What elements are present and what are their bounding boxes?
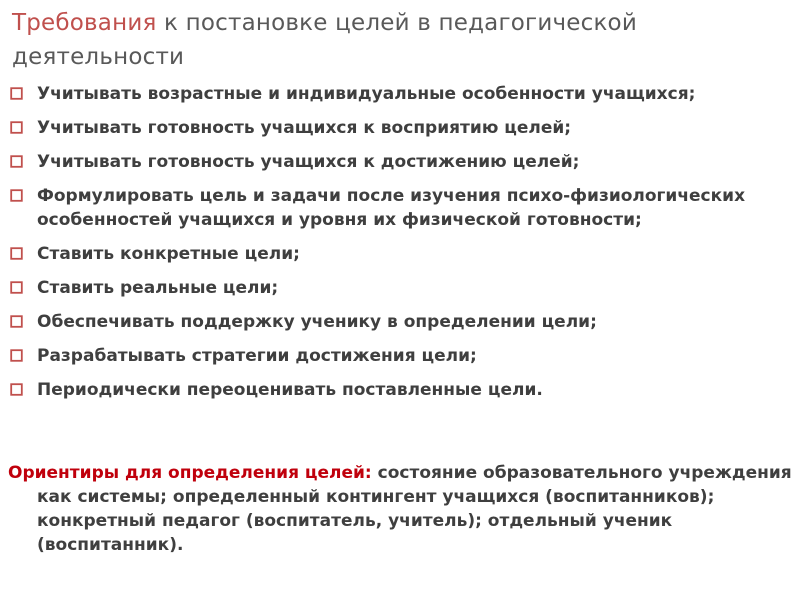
hollow-square-bullet-icon <box>10 121 23 134</box>
list-item-text: Ставить конкретные цели; <box>37 244 300 264</box>
hollow-square-bullet-icon <box>10 349 23 362</box>
hollow-square-bullet-icon <box>10 281 23 294</box>
list-item <box>0 242 790 266</box>
title-rest: к постановке целей в педагогической деятельности <box>12 10 637 70</box>
list-item <box>0 276 790 300</box>
hollow-square-bullet-icon <box>10 87 23 100</box>
hollow-square-bullet-icon <box>10 155 23 168</box>
requirements-list <box>0 82 790 412</box>
orientiry-paragraph <box>8 461 800 557</box>
list-item-text: Формулировать цель и задачи после изучения психо-физиологических особенностей учащихся и уровня их физической готовности; <box>37 186 746 230</box>
list-item <box>0 378 790 402</box>
list-item <box>0 344 790 368</box>
list-item-text: Разрабатывать стратегии достижения цели; <box>37 346 477 366</box>
list-item-text: Учитывать готовность учащихся к достижению целей; <box>37 152 580 172</box>
orientiry-label: Ориентиры для определения целей: <box>8 463 372 483</box>
list-item-text: Ставить реальные цели; <box>37 278 279 298</box>
title-accent: Требования <box>12 10 157 36</box>
list-item-text: Учитывать готовность учащихся к восприятию целей; <box>37 118 572 138</box>
list-item <box>0 116 790 140</box>
orientiry-text: состояние образовательного учреждения как системы; определенный контингент учащихся (воспитанников); конкретный педагог (воспитатель, учитель); отдельный ученик (воспитанник). <box>37 463 792 555</box>
list-item-text: Учитывать возрастные и индивидуальные особенности учащихся; <box>37 84 696 104</box>
list-item <box>0 150 790 174</box>
list-item <box>0 82 790 106</box>
slide-title <box>12 6 782 74</box>
hollow-square-bullet-icon <box>10 189 23 202</box>
list-item <box>0 184 790 232</box>
list-item <box>0 310 790 334</box>
hollow-square-bullet-icon <box>10 383 23 396</box>
hollow-square-bullet-icon <box>10 315 23 328</box>
list-item-text: Периодически переоценивать поставленные цели. <box>37 380 543 400</box>
list-item-text: Обеспечивать поддержку ученику в определении цели; <box>37 312 597 332</box>
hollow-square-bullet-icon <box>10 247 23 260</box>
